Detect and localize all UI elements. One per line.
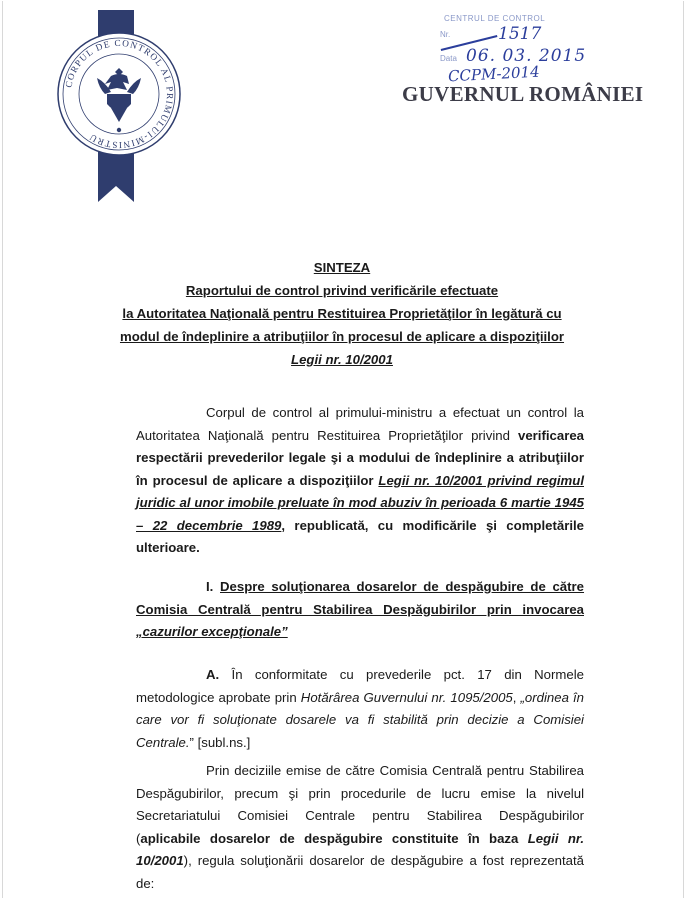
handwritten-date: 06. 03. 2015 [466,46,587,66]
paragraph-b-text-2: aplicabile dosarelor de despăgubire constituite în baza [140,830,528,846]
intro-text-4: , republicată, cu modificările şi completările ulterioare. [136,517,584,555]
document-title [100,256,584,371]
seal-ring-text: CORPUL DE CONTROL AL PRIMULUI-MINISTRU [63,37,176,151]
paragraph-b [136,760,584,895]
handwritten-reference: CCPM-2014 [447,62,541,86]
section-1-title: Despre soluţionarea dosarelor de despăgubire de către Comisia Centrală pentru Stabilirea Despăgubirilor prin invocarea [136,579,585,617]
title-line-1: SINTEZA [313,260,371,275]
paragraph-b-law-reference: Legii nr. 10/2001 [136,830,585,868]
title-line-5: Legii nr. 10/2001 [291,352,393,367]
paragraph-a-hg-reference: Hotărârea Guvernului nr. 1095/2005 [300,689,513,705]
paragraph-a-text-1: În conformitate cu prevederile pct. 17 din Normele metodologice aprobate prin [136,667,584,705]
paragraph-a-letter: A. [206,667,220,682]
intro-paragraph [136,402,584,560]
intro-text-1: Corpul de control al primului-ministru a efectuat un control la Autoritatea Naţională pentru Restituirea Proprietăţilor privind [136,405,584,443]
paragraph-a [136,664,584,754]
title-line-3: la Autoritatea Naţională pentru Restituirea Proprietăţilor în legătură cu [122,306,562,321]
paragraph-b-text-4: ), regula soluţionării dosarelor de despăgubire a fost reprezentată de: [136,853,584,891]
intro-text-2: verificarea respectării prevederilor legale şi a modului de îndeplinire a atribuţiilor în procesul de aplicare a dispoziţiilor [136,427,584,488]
paragraph-b-text-1: Prin deciziile emise de către Comisia Centrală pentru Stabilirea Despăgubirilor, precum şi prin procedurile de lucru emise la nivelul Secretariatului Comisiei Centrale pentru Stabilirea Despăgubirilor ( [136,763,584,846]
intro-law-reference: Legii nr. 10/2001 privind regimul juridic al unor imobile preluate în mod abuziv în perioada 6 martie 1945 – 22 decembrie 1989 [136,472,584,533]
section-1-number: I. [206,579,214,594]
stamp-data-label: Data [440,54,457,63]
stamp-nr-label: Nr. [440,30,451,39]
paragraph-a-quote: „ordinea în care vor fi soluţionate dosarele va fi stabilită prin decizie a Comisiei Centrale. [136,689,584,750]
paragraph-a-text-5: ” [subl.ns.] [189,734,251,750]
title-line-4: modul de îndeplinire a atribuţiilor în procesul de aplicare a dispoziţiilor [119,329,565,344]
section-1-heading [136,576,584,644]
title-line-2: Raportului de control privind verificările efectuate [185,283,499,298]
stamp-header: CENTRUL DE CONTROL [444,14,546,23]
section-1-title-quote: „cazurilor excepţionale” [136,624,288,639]
handwritten-registration-number: 1517 [498,24,542,44]
government-heading: GUVERNUL ROMÂNIEI [402,82,644,106]
seal-logo [57,32,181,156]
paragraph-a-text-3: , [512,689,521,705]
